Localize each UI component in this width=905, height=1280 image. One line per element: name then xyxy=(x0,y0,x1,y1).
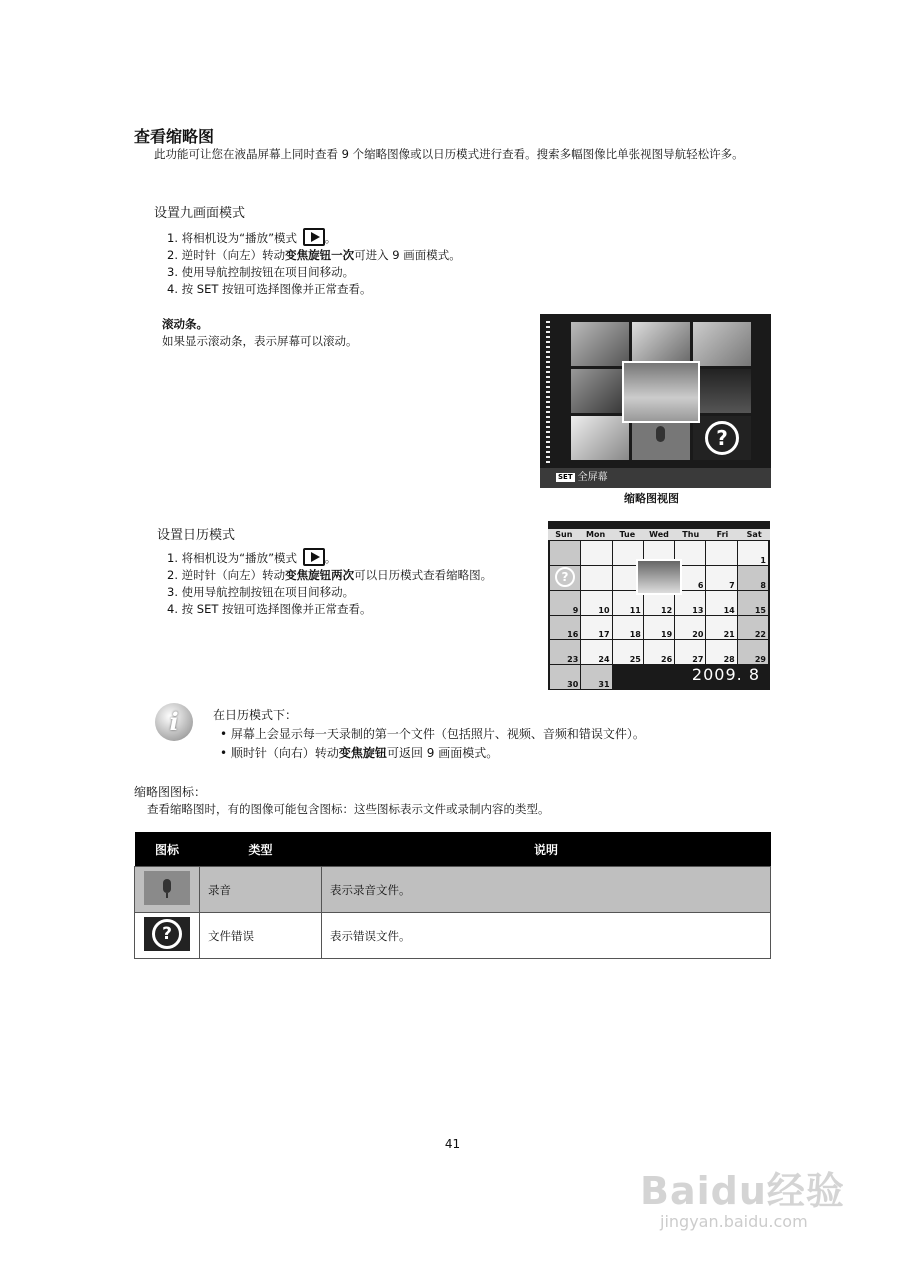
header-type: 类型 xyxy=(200,832,322,867)
icon-table xyxy=(134,832,771,959)
day-label: Tue xyxy=(619,530,636,539)
calendar-heading: 设置日历模式 xyxy=(157,528,236,543)
calendar-day-cell[interactable]: 12 xyxy=(644,591,674,615)
microphone-icon xyxy=(656,426,665,442)
play-mode-icon xyxy=(303,548,325,566)
full-screen-label: 全屏幕 xyxy=(577,472,608,483)
calendar-day-cell[interactable]: 21 xyxy=(706,616,736,640)
calendar-day-cell[interactable]: 28 xyxy=(706,640,736,664)
type-cell: 录音 xyxy=(200,867,322,913)
nine-grid-steps: 1. 将相机设为“播放”模式 。 2. 逆时针（向左）转动变焦旋钮一次可进入 9 画面模式。 3. 使用导航控制按钮在项目间移动。 4. 按 SET 按钮可选择图像并正常查看。 xyxy=(167,228,461,298)
nine-grid-screen xyxy=(540,314,771,488)
cal-step-4: 4. 按 SET 按钮可选择图像并正常查看。 xyxy=(167,602,372,616)
watermark-logo: Baidu经验 xyxy=(640,1169,845,1213)
step-1: 1. 将相机设为“播放”模式 xyxy=(167,231,298,245)
thumbnail xyxy=(571,416,629,460)
calendar-day-cell[interactable] xyxy=(581,541,611,565)
thumb-icons-desc: 查看缩略图时，有的图像可能包含图标：这些图标表示文件或录制内容的类型。 xyxy=(147,802,550,816)
watermark-url: jingyan.baidu.com xyxy=(660,1212,808,1231)
day-label: Thu xyxy=(682,530,700,539)
step-2-post: 可进入 9 画面模式。 xyxy=(354,248,461,262)
table-row xyxy=(135,913,771,959)
step-2-pre: 2. 逆时针（向左）转动 xyxy=(167,248,286,262)
cal-step-2-pre: 2. 逆时针（向左）转动 xyxy=(167,568,286,582)
calendar-day-cell[interactable]: 25 xyxy=(613,640,643,664)
note-bullet-1: • 屏幕上会显示每一天录制的第一个文件（包括照片、视频、音频和错误文件）。 xyxy=(220,727,645,741)
cal-step-2-bold: 变焦旋钮两次 xyxy=(285,568,355,582)
intro-paragraph: 此功能可让您在液晶屏幕上同时查看 9 个缩略图像或以日历模式进行查看。搜索多幅图像比单张视图导航轻松许多。 xyxy=(154,147,744,161)
thumbnail xyxy=(571,369,629,413)
nine-grid-heading: 设置九画面模式 xyxy=(154,206,246,221)
question-icon: ? xyxy=(555,567,575,587)
calendar-day-cell[interactable]: 17 xyxy=(581,616,611,640)
year-month-label: 2009. 8 xyxy=(691,665,760,684)
scroll-title: 滚动条。 xyxy=(162,317,208,331)
calendar-day-cell[interactable]: 8 xyxy=(738,566,768,590)
thumbnail xyxy=(571,322,629,366)
note-line: 在日历模式下： xyxy=(213,708,298,722)
calendar-day-cell[interactable]: 18 xyxy=(613,616,643,640)
calendar-day-cell[interactable] xyxy=(550,541,580,565)
scroll-desc: 如果显示滚动条，表示屏幕可以滚动。 xyxy=(162,334,358,348)
step-4: 4. 按 SET 按钮可选择图像并正常查看。 xyxy=(167,282,372,296)
calendar-day-cell[interactable]: 24 xyxy=(581,640,611,664)
scrollbar xyxy=(546,321,550,465)
desc-cell: 表示录音文件。 xyxy=(322,867,771,913)
calendar-day-cell[interactable]: 1 xyxy=(738,541,768,565)
screen-bottom-bar xyxy=(540,468,771,488)
note-bullet-2: • 顺时针（向右）转动变焦旋钮可返回 9 画面模式。 xyxy=(220,746,499,760)
table-row xyxy=(135,867,771,913)
calendar-day-cell[interactable]: 15 xyxy=(738,591,768,615)
calendar-day-cell[interactable]: 23 xyxy=(550,640,580,664)
thumbnail xyxy=(693,369,751,413)
calendar-day-header xyxy=(548,529,770,540)
cal-step-1: 1. 将相机设为“播放”模式 xyxy=(167,551,298,565)
day-label: Mon xyxy=(586,530,606,539)
thumbnail xyxy=(693,322,751,366)
icon-cell xyxy=(135,913,200,959)
note-bullet-2-pre: 顺时针（向右）转动 xyxy=(230,746,339,760)
thumb-icons-heading: 缩略图图标： xyxy=(134,785,207,799)
header-icon: 图标 xyxy=(135,832,200,867)
calendar-day-cell[interactable]: 16 xyxy=(550,616,580,640)
nine-grid-caption: 缩略图视图 xyxy=(624,492,679,505)
step-2-bold: 变焦旋钮一次 xyxy=(285,248,355,262)
page-number: 41 xyxy=(444,1137,461,1151)
note-bullet-2-post: 可返回 9 画面模式。 xyxy=(386,746,499,760)
day-label: Sat xyxy=(746,530,762,539)
desc-cell: 表示错误文件。 xyxy=(322,913,771,959)
cal-step-2-post: 可以日历模式查看缩略图。 xyxy=(354,568,493,582)
note-bullet-2-bold: 变焦旋钮 xyxy=(338,746,387,760)
question-icon: ? xyxy=(705,421,739,455)
calendar-day-cell[interactable] xyxy=(613,665,643,689)
note-bullet-1-text: 屏幕上会显示每一天录制的第一个文件（包括照片、视频、音频和错误文件）。 xyxy=(230,727,645,741)
thumbnail xyxy=(693,416,751,460)
question-icon: ? xyxy=(144,917,190,951)
day-label: Wed xyxy=(649,530,669,539)
calendar-day-cell[interactable]: 10 xyxy=(581,591,611,615)
page-title: 查看缩略图 xyxy=(134,127,215,146)
calendar-day-cell[interactable]: 27 xyxy=(675,640,705,664)
selected-day-thumbnail xyxy=(636,559,682,595)
calendar-day-cell[interactable]: 22 xyxy=(738,616,768,640)
calendar-day-cell[interactable]: 30 xyxy=(550,665,580,689)
header-desc: 说明 xyxy=(322,832,771,867)
calendar-day-cell[interactable]: 29 xyxy=(738,640,768,664)
calendar-day-cell[interactable]: 9 xyxy=(550,591,580,615)
selected-thumbnail xyxy=(622,361,700,423)
calendar-day-cell[interactable]: 14 xyxy=(706,591,736,615)
day-label: Sun xyxy=(555,530,573,539)
cal-step-3: 3. 使用导航控制按钮在项目间移动。 xyxy=(167,585,355,599)
calendar-day-cell[interactable]: 13 xyxy=(675,591,705,615)
set-badge: SET xyxy=(558,473,573,481)
calendar-day-cell[interactable]: 20 xyxy=(675,616,705,640)
day-label: Fri xyxy=(716,530,729,539)
info-icon: i xyxy=(155,703,193,741)
calendar-day-cell[interactable]: 6 xyxy=(675,566,705,590)
microphone-icon xyxy=(144,871,190,905)
calendar-day-cell[interactable] xyxy=(706,541,736,565)
icon-cell xyxy=(135,867,200,913)
calendar-day-cell[interactable] xyxy=(644,665,674,689)
calendar-day-cell[interactable]: 11 xyxy=(613,591,643,615)
step-3: 3. 使用导航控制按钮在项目间移动。 xyxy=(167,265,355,279)
calendar-day-cell[interactable]: 26 xyxy=(644,640,674,664)
calendar-day-cell[interactable] xyxy=(581,566,611,590)
thumbnail xyxy=(632,322,690,366)
table-header-row xyxy=(135,832,771,867)
calendar-steps: 1. 将相机设为“播放”模式 。 2. 逆时针（向左）转动变焦旋钮两次可以日历模式查看缩略图。 3. 使用导航控制按钮在项目间移动。 4. 按 SET 按钮可选择图像并正常查看。 xyxy=(167,548,492,618)
calendar-screen xyxy=(548,521,770,690)
play-mode-icon xyxy=(303,228,325,246)
type-cell: 文件错误 xyxy=(200,913,322,959)
calendar-day-cell[interactable]: 7 xyxy=(706,566,736,590)
calendar-day-cell[interactable]: 19 xyxy=(644,616,674,640)
calendar-day-cell[interactable]: 31 xyxy=(581,665,611,689)
